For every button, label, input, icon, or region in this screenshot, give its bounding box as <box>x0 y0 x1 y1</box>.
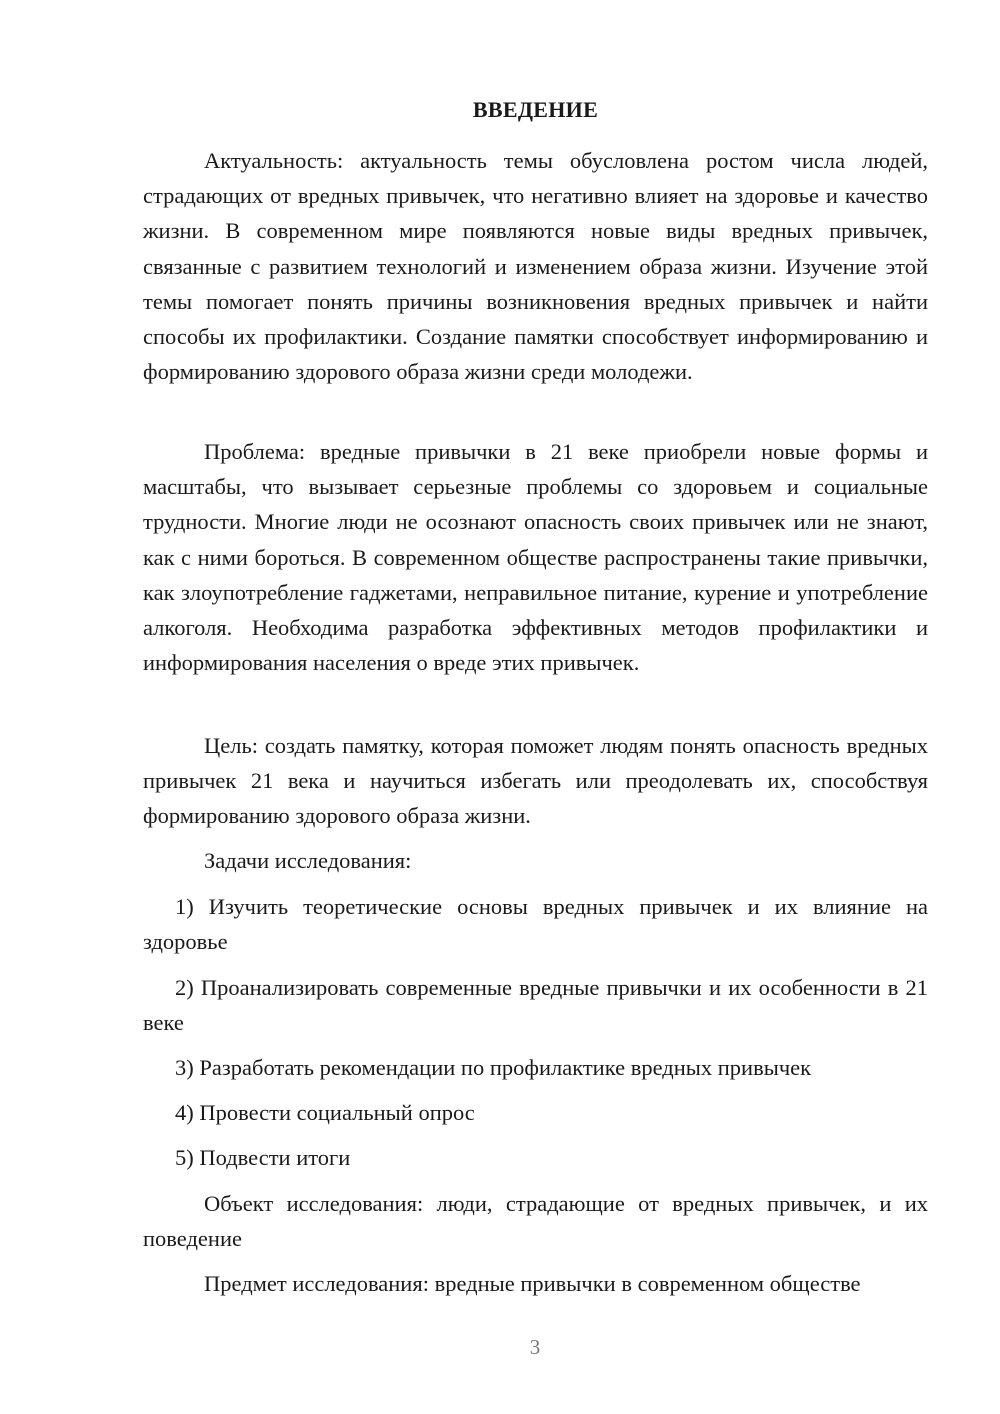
paragraph-problem: Проблема: вредные привычки в 21 веке приобрели новые формы и масштабы, что вызывает серьезные проблемы со здоровьем и социальные трудности. Многие люди не осознают опасность своих привычек или не знают, как с ними бороться. В современном обществе распространены такие привычки, как злоупотребление гаджетами, неправильное питание, курение и употребление алкоголя. Необходима разработка эффективных методов профилактики и информирования населения о вреде этих привычек. <box>143 439 928 676</box>
section-title: ВВЕДЕНИЕ <box>472 97 599 122</box>
task-item: 3) Разработать рекомендации по профилактике вредных привычек <box>175 1055 812 1080</box>
paragraph-goal: Цель: создать памятку, которая поможет людям понять опасность вредных привычек 21 века и научиться избегать или преодолевать их, способствуя формированию здорового образа жизни. <box>143 733 928 829</box>
paragraph-subject: Предмет исследования: вредные привычки в современном обществе <box>204 1271 861 1296</box>
paragraph-object: Объект исследования: люди, страдающие от вредных привычек, и их поведение <box>143 1191 928 1252</box>
task-item: 1) Изучить теоретические основы вредных привычек и их влияние на здоровье <box>143 894 928 955</box>
task-item: 5) Подвести итоги <box>175 1145 351 1170</box>
tasks-heading: Задачи исследования: <box>204 848 412 873</box>
task-item: 4) Провести социальный опрос <box>175 1100 475 1125</box>
task-item: 2) Проанализировать современные вредные привычки и их особенности в 21 веке <box>143 975 928 1036</box>
page-number: 3 <box>529 1335 541 1359</box>
paragraph-relevance: Актуальность: актуальность темы обусловлена ростом числа людей, страдающих от вредных привычек, что негативно влияет на здоровье и качество жизни. В современном мире появляются новые виды вредных привычек, связанные с развитием технологий и изменением образа жизни. Изучение этой темы помогает понять причины возникновения вредных привычек и найти способы их профилактики. Создание памятки способствует информированию и формированию здорового образа жизни среди молодежи. <box>143 148 928 385</box>
